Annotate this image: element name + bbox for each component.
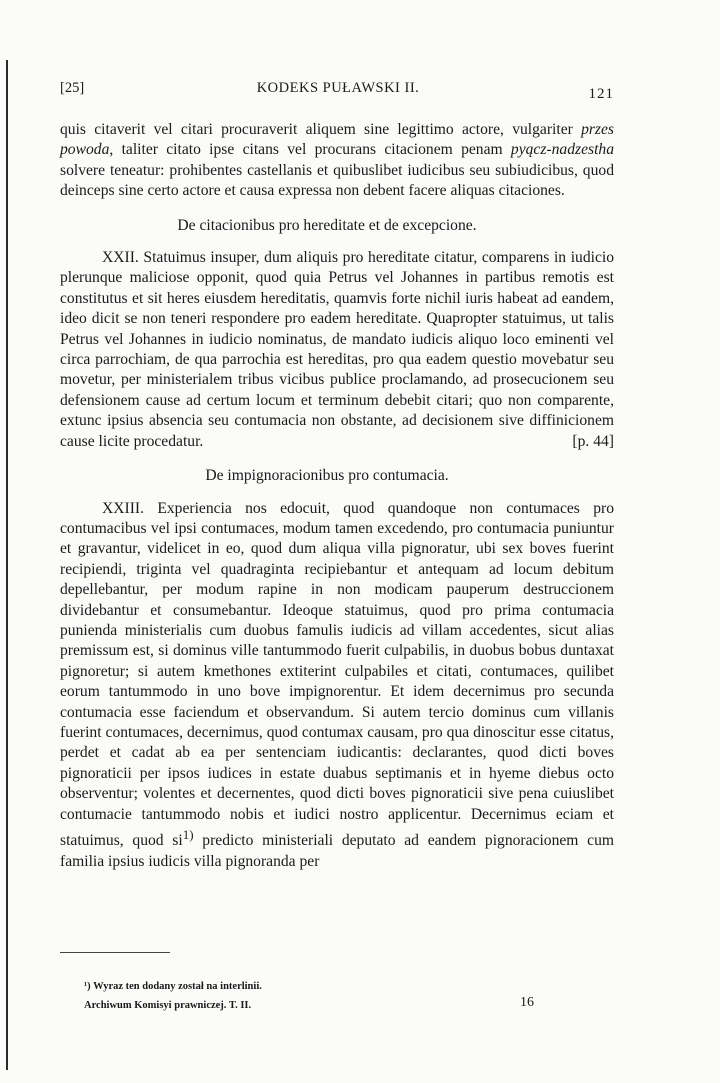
footnote-divider: [60, 952, 170, 953]
section-heading-citations: De citacionibus pro hereditate et de excepcione.: [177, 216, 477, 234]
sheet-signature: 16: [520, 995, 534, 1010]
footnote-marker: 1): [182, 827, 194, 842]
page-reference: [p. 44]: [572, 432, 614, 450]
page-number-right: 121: [588, 86, 614, 102]
left-page-rule: [6, 60, 8, 1070]
running-header: [60, 80, 616, 110]
footnotes: [84, 977, 564, 1015]
article-xxiii: XXIII. Experiencia nos edocuit, quod quandoque non contumaces pro contumacibus vel ipsi contumaces, modum tamen excedendo, pro contumacia puniuntur et gravantur, videlicet in eo, quod dum aliqua villa pignoratur, ubi sex boves fuerint recipiendi, triginta vel quadraginta recipiebantur et antequam ad locum debitum depellebantur, per modum rapine in non modicam pauperum destruccionem dividebantur et consumebantur. Ideoque statuimus, quod pro prima contumacia punienda ministerialis cum duobus famulis iudicis ad villam accedentes, sicut alias premissum est, si dominus ville tantummodo fuerit culpabilis, in duobus bobus duntaxat pignoretur; si autem kmethones extiterint culpabiles et citati, contumaces, quilibet eorum tantummodo in uno bove impignorentur. Et idem decernimus pro secunda contumacia esse faciendum et observandum. Si autem tercio dominus cum villanis fuerint contumaces, decernimus, quod contumax causam, pro qua dinoscitur esse citatus, perdet et cadat ab ea per sentenciam iudicantis: declarantes, quod dicti boves pignoraticii per ipsos iudices in estate duabus septimanis et in hyeme diebus octo observentur; volentes et decernentes, quod dicti boves pignoraticii sive pena cuiuslibet contumacie tantummodo nobis et iudici nostro applicentur. Decernimus eciam et statuimus, quod $si^{1)}$ predicto ministeriali deputato ad eandem pignoracionem cum familia ipsius iudicis villa pignoranda per: [60, 499, 615, 870]
article-xxii: XXII. Statuimus insuper, dum aliquis pro hereditate citatur, comparens in iudicio plerunque maliciose opponit, quod quia Petrus vel Johannes in partibus remotis est constitutus et sit heres eiusdem hereditatis, quamvis forte nichil iuris habeat ad eandem, ideo dicit se non teneri respondere pro eadem hereditate. Quapropter statuimus, ut talis Petrus vel Johannes in iudicio nominatus, de mandato iudicis aliquo loco eminenti vel circa parrochiam, de qua parrochia est hereditas, pro qua eadem questio movebatur seu movetur, per ministerialem tribus vicibus publice proclamando, ad prosecucionem seu defensionem cause ad certum locum et terminum debebit citari; quo non comparente, extunc ipsius absencia seu contumacia non obstante, ad decisionem sive diffinicionem cause licite procedatur. [p. 44]: [60, 248, 614, 452]
vernacular-term-1: przes powoda: [60, 121, 614, 159]
footnote-1: ¹) Wyraz ten dodany został na interlinii.: [84, 981, 262, 992]
running-title: KODEKS PUŁAWSKI II.: [256, 80, 420, 96]
page-number-left: [25]: [60, 80, 85, 96]
paragraph-continuation: quis citaverit vel citari procuraverit aliquem sine legittimo actore, vulgariter przes powoda, taliter citato ipse citans vel procurans citacionem penam pyącz-nadzestha solvere teneatur: prohibentes castellanis et quibuslibet iudicibus seu subiudicibus, quod deinceps sine certo actore et causa expressa non debent facere aliquas citaciones.: [60, 121, 614, 200]
vernacular-term-2: pyącz-nadzestha: [510, 141, 614, 159]
main-text: [60, 120, 614, 872]
archive-signature: Archiwum Komisyi prawniczej. T. II.: [84, 1000, 252, 1011]
section-heading-distraint: De impignoracionibus pro contumacia.: [205, 467, 449, 485]
